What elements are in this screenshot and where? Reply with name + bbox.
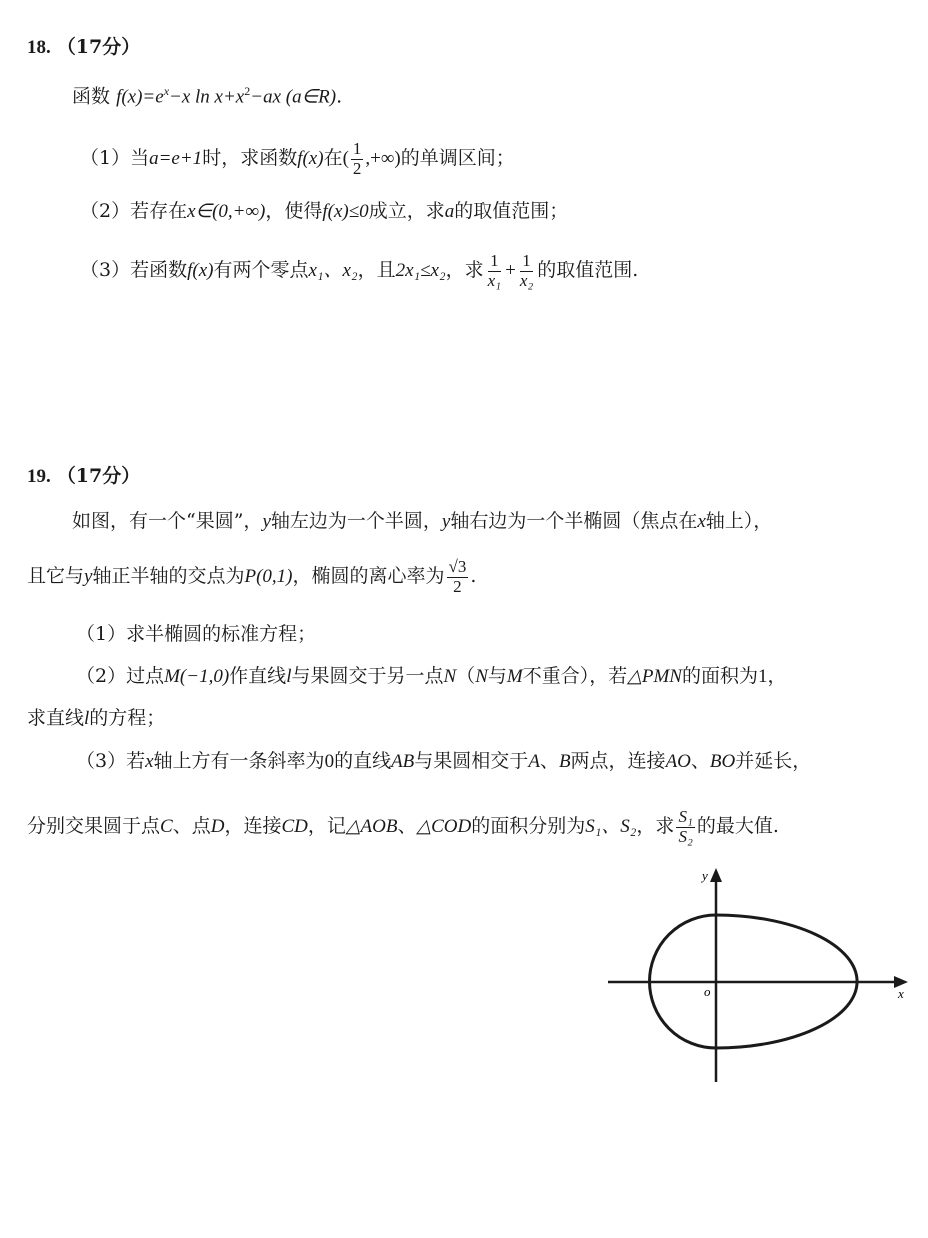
q19-part2-t5: 与 bbox=[487, 665, 507, 687]
q19-part3-m3: AB bbox=[391, 751, 415, 772]
q19-part2-l2b: 的方程； bbox=[89, 707, 166, 729]
q18-intro-exp: x bbox=[163, 84, 170, 98]
q18-intro-exp2: 2 bbox=[244, 84, 251, 98]
q18-score: （17分） bbox=[56, 36, 141, 58]
q19-part3-l2t3: ，连接 bbox=[224, 815, 282, 838]
q19-part3-t4: 与果圆相交于 bbox=[414, 750, 529, 772]
q19-part3-l2m4: △AOB bbox=[345, 816, 398, 838]
q18-part1-frac-den: 2 bbox=[352, 158, 362, 178]
q18-part3-t5: 的取值范围. bbox=[537, 259, 639, 282]
q18-part3-plus: + bbox=[505, 260, 516, 282]
q19-part3-label: （3） bbox=[76, 750, 127, 772]
q19-part2-t7: 的面积为 bbox=[681, 665, 758, 687]
q19-part2-m1: M(−1,0) bbox=[164, 666, 230, 687]
q19-part2-t6: 不重合），若 bbox=[522, 665, 628, 687]
q18-part1-t1: 当 bbox=[130, 147, 150, 170]
q19-part3-t5: 、 bbox=[539, 750, 559, 772]
q19-part2-l2m: l bbox=[84, 708, 90, 729]
q19-part3-t8: 并延长， bbox=[735, 750, 812, 772]
q19-part3-l2m6: S₁、S₂ bbox=[585, 816, 637, 838]
q19-p2-t1: 且它与 bbox=[27, 565, 85, 588]
q18-part1-t4: 的单调区间； bbox=[400, 147, 515, 170]
q19-part3-line2 bbox=[27, 808, 779, 846]
q18-part3-frac1-den: x₁ bbox=[487, 270, 502, 290]
q19-part3-t2: 轴上方有一条斜率为 bbox=[153, 750, 325, 772]
q19-part2-m6: △PMN bbox=[627, 666, 682, 687]
q18-part2-m2: f(x)≤0 bbox=[322, 201, 369, 222]
q19-p2-frac-num: √3 bbox=[448, 557, 467, 576]
q19-part3-l2t1: 分别交果圆于点 bbox=[27, 815, 161, 838]
q18-intro-mid: −x ln x+x bbox=[169, 86, 245, 108]
q19-part3-frac-num: S₁ bbox=[678, 807, 693, 826]
y-axis-arrow bbox=[710, 868, 722, 882]
q19-number: 19. bbox=[27, 466, 51, 487]
q18-part1-t2: 时，求函数 bbox=[202, 147, 298, 170]
q19-p2-t2: 轴正半轴的交点为 bbox=[92, 565, 245, 588]
q19-p1-t2: 轴左边为一个半圆， bbox=[270, 510, 442, 532]
q18-part3-m2: x₁、x₂ bbox=[308, 260, 358, 282]
q19-part3-l2t6: 的面积分别为 bbox=[471, 815, 586, 838]
q19-part2-t4: （ bbox=[456, 665, 476, 687]
q19-part3-t3: 的直线 bbox=[334, 750, 392, 772]
q18-part1 bbox=[80, 140, 515, 178]
q18-intro-tail: −ax (a∈R) bbox=[250, 86, 337, 108]
q19-part3-m6: AO bbox=[665, 751, 691, 772]
q19-part2-line2 bbox=[27, 707, 165, 731]
q19-part3-l2t5: 、 bbox=[397, 815, 417, 838]
q19-p1-t1: 如图，有一个“果圆”， bbox=[72, 510, 263, 532]
q18-part1-m2: f(x) bbox=[297, 148, 324, 170]
q19-part2-t2: 作直线 bbox=[229, 665, 287, 687]
q18-heading bbox=[27, 36, 140, 60]
q19-part3-m2: 0 bbox=[324, 751, 335, 772]
q18-number: 18. bbox=[27, 37, 51, 58]
q19-heading bbox=[27, 465, 140, 489]
q18-part2-t1: 若存在 bbox=[130, 200, 188, 222]
q18-intro bbox=[72, 84, 342, 109]
q18-part3-frac1-num: 1 bbox=[490, 251, 499, 270]
q19-part1-text: 求半椭圆的标准方程； bbox=[126, 623, 317, 645]
q19-part3-l2t8: 的最大值. bbox=[696, 815, 779, 838]
q19-part3-m4: A bbox=[528, 751, 540, 772]
q18-intro-end: . bbox=[336, 85, 343, 108]
q19-part2-m3: N bbox=[443, 666, 457, 687]
q19-part3-m1: x bbox=[145, 751, 154, 772]
q18-part2-m1: x∈(0,+∞) bbox=[187, 201, 266, 222]
q19-part2-t8: ， bbox=[767, 665, 787, 687]
q18-part2-t2: ，使得 bbox=[265, 200, 323, 222]
q18-part1-label: （1） bbox=[80, 147, 131, 170]
q18-part3-fraction-1 bbox=[486, 252, 503, 290]
q19-part3-l2t2: 、点 bbox=[172, 815, 211, 838]
q19-p2-m1: y bbox=[84, 566, 93, 588]
q19-p2-end: . bbox=[470, 565, 477, 588]
q19-part2-m7: 1 bbox=[757, 666, 768, 687]
q18-part3-t1: 若函数 bbox=[130, 259, 188, 282]
q19-part2-l2a: 求直线 bbox=[27, 707, 85, 729]
q19-part3-frac-den: S₂ bbox=[678, 826, 693, 846]
q19-part3-t7: 、 bbox=[690, 750, 710, 772]
q19-paragraph-1 bbox=[72, 510, 772, 534]
y-axis-label: y bbox=[702, 868, 708, 883]
q19-part3-t1: 若 bbox=[126, 750, 146, 772]
q19-p1-t4: 轴上）， bbox=[705, 510, 773, 532]
q19-part2-label: （2） bbox=[76, 665, 127, 687]
q19-p1-t3: 轴右边为一个半椭圆（焦点在 bbox=[450, 510, 698, 532]
q19-part3-l2t7: ，求 bbox=[636, 815, 675, 838]
q18-part1-frac-num: 1 bbox=[352, 139, 362, 158]
q19-p1-m2: y bbox=[441, 511, 451, 532]
q18-part2 bbox=[80, 200, 568, 224]
q19-part2-m5: M bbox=[506, 666, 523, 687]
q18-part2-t4: 的取值范围； bbox=[454, 200, 569, 222]
q18-part3-t3: ，且 bbox=[357, 259, 396, 282]
q19-part2-t3: 与果圆交于另一点 bbox=[291, 665, 444, 687]
q18-part3-label: （3） bbox=[80, 259, 131, 282]
q19-part1-label: （1） bbox=[76, 623, 127, 645]
q18-part3-frac2-num: 1 bbox=[522, 251, 531, 270]
fruit-circle-figure bbox=[600, 860, 920, 1090]
q19-part2-line1 bbox=[76, 665, 786, 689]
q19-part3-m5: B bbox=[558, 751, 571, 772]
q18-part3-m1: f(x) bbox=[187, 260, 214, 282]
q19-part3-fraction bbox=[676, 808, 694, 846]
q19-part3-l2m1: C bbox=[160, 816, 173, 838]
q18-part1-open: ( bbox=[342, 148, 349, 170]
q18-part1-m3: ,+∞) bbox=[365, 148, 401, 170]
q19-part3-l2t4: ，记 bbox=[307, 815, 346, 838]
q18-part1-t3: 在 bbox=[323, 147, 343, 170]
x-axis-label: x bbox=[898, 986, 904, 1001]
q18-part3-fraction-2 bbox=[518, 252, 535, 290]
q19-part3-line1 bbox=[76, 750, 811, 774]
q18-intro-prefix: 函数 bbox=[72, 85, 111, 108]
q18-part3-t2: 有两个零点 bbox=[213, 259, 309, 282]
q19-score: （17分） bbox=[56, 465, 141, 487]
q19-p1-m1: y bbox=[262, 511, 271, 532]
q19-part1 bbox=[76, 623, 316, 646]
q19-p2-t3: ，椭圆的离心率为 bbox=[292, 565, 445, 588]
q18-intro-func: f(x)=e bbox=[116, 86, 164, 108]
q19-part2-t1: 过点 bbox=[126, 665, 165, 687]
q18-part1-fraction bbox=[351, 140, 364, 178]
q19-part2-m4: N bbox=[475, 666, 488, 687]
q18-part3-m3: 2x₁≤x₂ bbox=[395, 260, 446, 282]
q18-part3 bbox=[80, 252, 638, 290]
q18-part2-m3: a bbox=[444, 201, 455, 222]
q19-part3-m7: BO bbox=[709, 751, 736, 772]
q19-part3-l2m2: D bbox=[210, 816, 225, 838]
q18-part3-frac2-den: x₂ bbox=[519, 270, 534, 290]
q19-part3-t6: 两点，连接 bbox=[570, 750, 666, 772]
q18-part2-label: （2） bbox=[80, 200, 131, 222]
origin-label: o bbox=[704, 984, 711, 999]
q19-p2-frac-den: 2 bbox=[453, 576, 462, 596]
q19-part3-l2m5: △COD bbox=[416, 816, 472, 838]
q18-part2-t3: 成立，求 bbox=[368, 200, 445, 222]
q18-part3-t4: ，求 bbox=[445, 259, 484, 282]
q19-part3-l2m3: CD bbox=[281, 816, 308, 838]
q19-p2-m2: P(0,1) bbox=[244, 566, 293, 588]
q19-p2-fraction bbox=[447, 558, 469, 596]
q19-part2-m2: l bbox=[286, 666, 292, 687]
q18-part1-m1: a=e+1 bbox=[149, 148, 203, 170]
q19-p1-m3: x bbox=[697, 511, 706, 532]
q19-paragraph-2 bbox=[27, 558, 476, 596]
